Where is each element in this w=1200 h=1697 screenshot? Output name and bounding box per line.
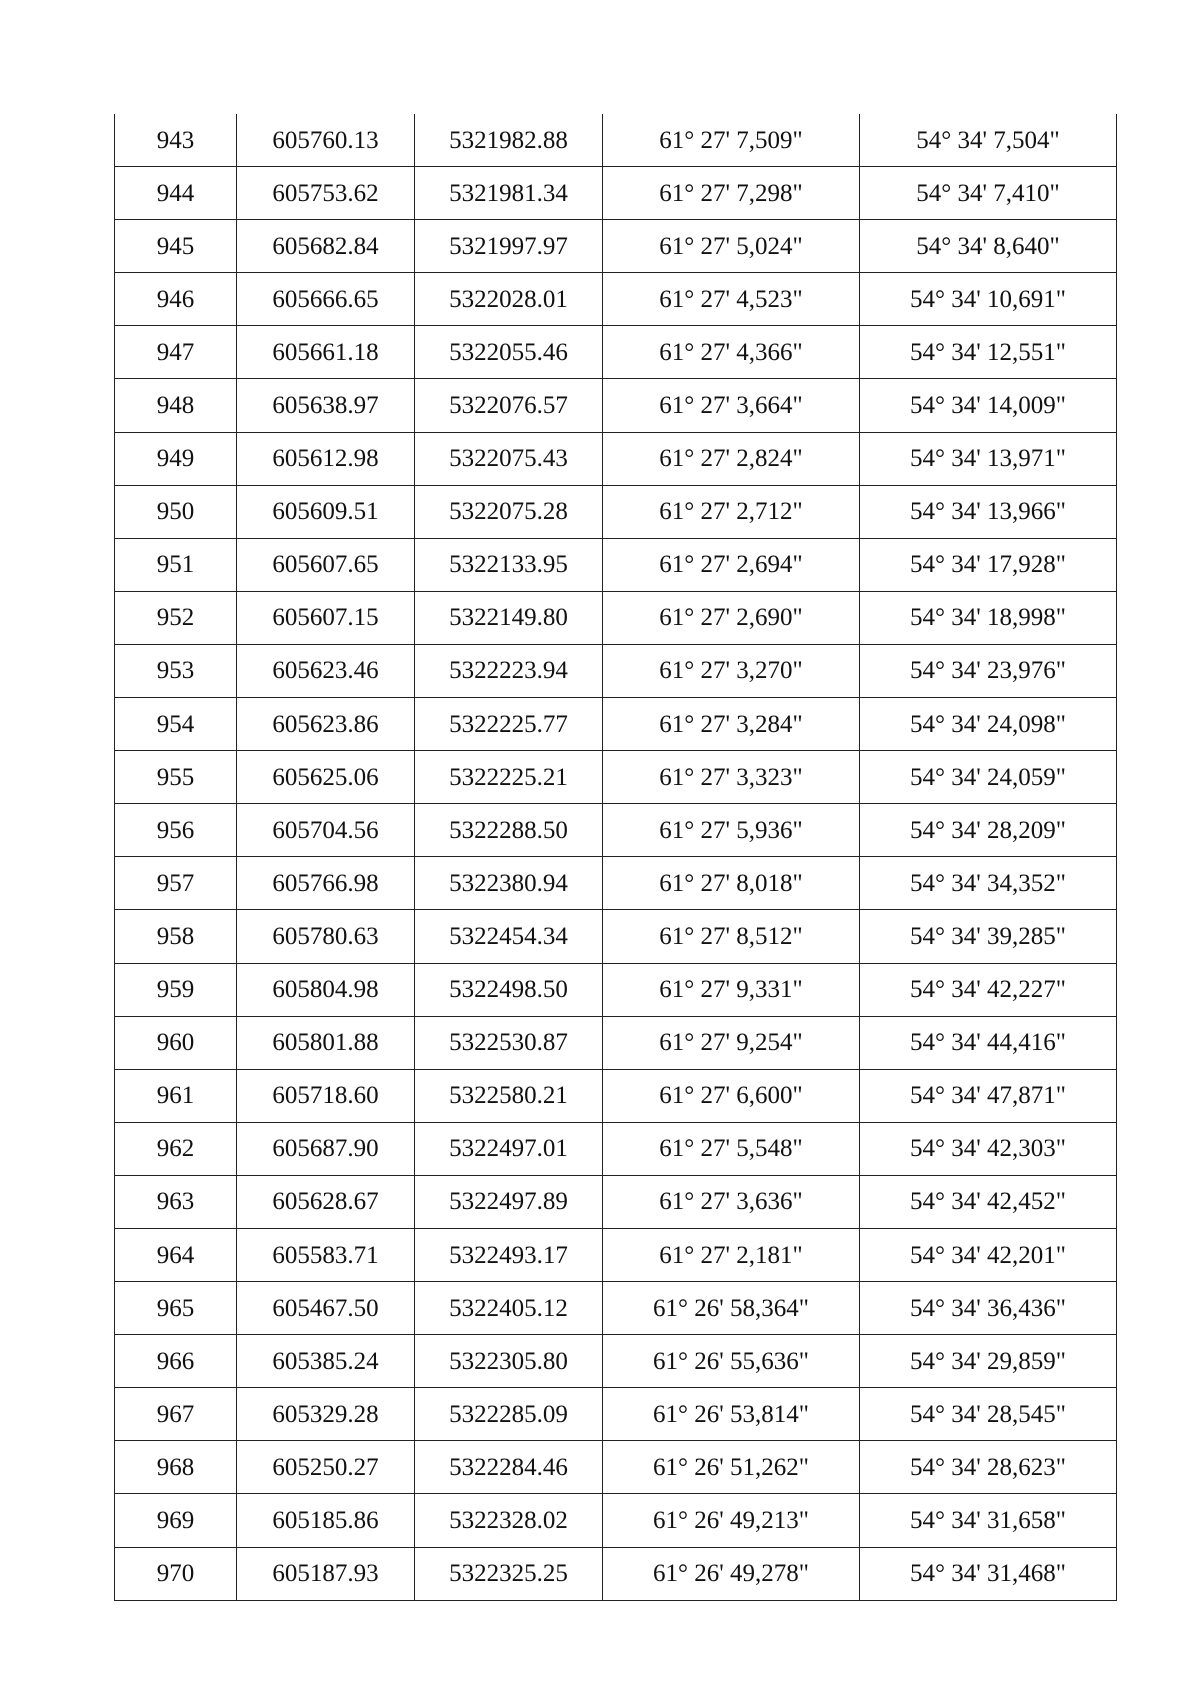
x-coordinate-cell: 605760.13 bbox=[237, 114, 415, 167]
longitude-cell: 61° 27' 2,824" bbox=[603, 432, 860, 485]
point-number-cell: 960 bbox=[115, 1016, 237, 1069]
point-number-cell: 949 bbox=[115, 432, 237, 485]
y-coordinate-cell: 5322055.46 bbox=[415, 326, 603, 379]
longitude-cell: 61° 27' 3,636" bbox=[603, 1175, 860, 1228]
latitude-cell: 54° 34' 17,928" bbox=[860, 538, 1117, 591]
longitude-cell: 61° 26' 53,814" bbox=[603, 1388, 860, 1441]
coordinates-table bbox=[114, 114, 1117, 1601]
longitude-cell: 61° 27' 8,512" bbox=[603, 910, 860, 963]
point-number-cell: 943 bbox=[115, 114, 237, 167]
table-row bbox=[115, 1069, 1117, 1122]
y-coordinate-cell: 5322498.50 bbox=[415, 963, 603, 1016]
point-number-cell: 953 bbox=[115, 644, 237, 697]
table-row bbox=[115, 379, 1117, 432]
table-row bbox=[115, 1282, 1117, 1335]
x-coordinate-cell: 605625.06 bbox=[237, 751, 415, 804]
latitude-cell: 54° 34' 8,640" bbox=[860, 220, 1117, 273]
latitude-cell: 54° 34' 7,410" bbox=[860, 167, 1117, 220]
point-number-cell: 961 bbox=[115, 1069, 237, 1122]
point-number-cell: 948 bbox=[115, 379, 237, 432]
point-number-cell: 947 bbox=[115, 326, 237, 379]
table-row bbox=[115, 698, 1117, 751]
longitude-cell: 61° 27' 3,664" bbox=[603, 379, 860, 432]
table-row bbox=[115, 910, 1117, 963]
latitude-cell: 54° 34' 13,971" bbox=[860, 432, 1117, 485]
table-row bbox=[115, 963, 1117, 1016]
latitude-cell: 54° 34' 31,658" bbox=[860, 1494, 1117, 1547]
table-row bbox=[115, 1175, 1117, 1228]
longitude-cell: 61° 27' 3,284" bbox=[603, 698, 860, 751]
latitude-cell: 54° 34' 36,436" bbox=[860, 1282, 1117, 1335]
point-number-cell: 965 bbox=[115, 1282, 237, 1335]
longitude-cell: 61° 26' 51,262" bbox=[603, 1441, 860, 1494]
x-coordinate-cell: 605801.88 bbox=[237, 1016, 415, 1069]
x-coordinate-cell: 605385.24 bbox=[237, 1335, 415, 1388]
latitude-cell: 54° 34' 29,859" bbox=[860, 1335, 1117, 1388]
table-row bbox=[115, 1122, 1117, 1175]
y-coordinate-cell: 5322580.21 bbox=[415, 1069, 603, 1122]
latitude-cell: 54° 34' 42,201" bbox=[860, 1228, 1117, 1281]
longitude-cell: 61° 27' 4,523" bbox=[603, 273, 860, 326]
latitude-cell: 54° 34' 42,303" bbox=[860, 1122, 1117, 1175]
y-coordinate-cell: 5322328.02 bbox=[415, 1494, 603, 1547]
x-coordinate-cell: 605687.90 bbox=[237, 1122, 415, 1175]
y-coordinate-cell: 5321997.97 bbox=[415, 220, 603, 273]
x-coordinate-cell: 605638.97 bbox=[237, 379, 415, 432]
y-coordinate-cell: 5322497.01 bbox=[415, 1122, 603, 1175]
table-row bbox=[115, 538, 1117, 591]
x-coordinate-cell: 605607.65 bbox=[237, 538, 415, 591]
latitude-cell: 54° 34' 34,352" bbox=[860, 857, 1117, 910]
latitude-cell: 54° 34' 7,504" bbox=[860, 114, 1117, 167]
longitude-cell: 61° 27' 2,690" bbox=[603, 591, 860, 644]
x-coordinate-cell: 605187.93 bbox=[237, 1547, 415, 1600]
x-coordinate-cell: 605607.15 bbox=[237, 591, 415, 644]
x-coordinate-cell: 605804.98 bbox=[237, 963, 415, 1016]
table-row bbox=[115, 273, 1117, 326]
longitude-cell: 61° 27' 9,331" bbox=[603, 963, 860, 1016]
latitude-cell: 54° 34' 47,871" bbox=[860, 1069, 1117, 1122]
y-coordinate-cell: 5322530.87 bbox=[415, 1016, 603, 1069]
y-coordinate-cell: 5322284.46 bbox=[415, 1441, 603, 1494]
y-coordinate-cell: 5322454.34 bbox=[415, 910, 603, 963]
point-number-cell: 951 bbox=[115, 538, 237, 591]
x-coordinate-cell: 605666.65 bbox=[237, 273, 415, 326]
point-number-cell: 966 bbox=[115, 1335, 237, 1388]
longitude-cell: 61° 27' 2,712" bbox=[603, 485, 860, 538]
x-coordinate-cell: 605753.62 bbox=[237, 167, 415, 220]
point-number-cell: 955 bbox=[115, 751, 237, 804]
table-row bbox=[115, 591, 1117, 644]
coordinates-table-body bbox=[115, 114, 1117, 1600]
latitude-cell: 54° 34' 42,452" bbox=[860, 1175, 1117, 1228]
point-number-cell: 969 bbox=[115, 1494, 237, 1547]
point-number-cell: 957 bbox=[115, 857, 237, 910]
table-row bbox=[115, 857, 1117, 910]
x-coordinate-cell: 605661.18 bbox=[237, 326, 415, 379]
longitude-cell: 61° 27' 9,254" bbox=[603, 1016, 860, 1069]
x-coordinate-cell: 605467.50 bbox=[237, 1282, 415, 1335]
y-coordinate-cell: 5322285.09 bbox=[415, 1388, 603, 1441]
longitude-cell: 61° 27' 2,694" bbox=[603, 538, 860, 591]
x-coordinate-cell: 605612.98 bbox=[237, 432, 415, 485]
table-row bbox=[115, 1228, 1117, 1281]
point-number-cell: 963 bbox=[115, 1175, 237, 1228]
x-coordinate-cell: 605329.28 bbox=[237, 1388, 415, 1441]
x-coordinate-cell: 605704.56 bbox=[237, 804, 415, 857]
table-row bbox=[115, 114, 1117, 167]
table-row bbox=[115, 432, 1117, 485]
x-coordinate-cell: 605718.60 bbox=[237, 1069, 415, 1122]
y-coordinate-cell: 5322380.94 bbox=[415, 857, 603, 910]
table-row bbox=[115, 1441, 1117, 1494]
latitude-cell: 54° 34' 10,691" bbox=[860, 273, 1117, 326]
point-number-cell: 944 bbox=[115, 167, 237, 220]
longitude-cell: 61° 27' 7,509" bbox=[603, 114, 860, 167]
point-number-cell: 958 bbox=[115, 910, 237, 963]
latitude-cell: 54° 34' 13,966" bbox=[860, 485, 1117, 538]
longitude-cell: 61° 27' 5,548" bbox=[603, 1122, 860, 1175]
latitude-cell: 54° 34' 28,545" bbox=[860, 1388, 1117, 1441]
y-coordinate-cell: 5322225.21 bbox=[415, 751, 603, 804]
longitude-cell: 61° 26' 58,364" bbox=[603, 1282, 860, 1335]
latitude-cell: 54° 34' 28,209" bbox=[860, 804, 1117, 857]
point-number-cell: 945 bbox=[115, 220, 237, 273]
point-number-cell: 967 bbox=[115, 1388, 237, 1441]
x-coordinate-cell: 605628.67 bbox=[237, 1175, 415, 1228]
longitude-cell: 61° 26' 49,278" bbox=[603, 1547, 860, 1600]
table-row bbox=[115, 751, 1117, 804]
latitude-cell: 54° 34' 23,976" bbox=[860, 644, 1117, 697]
point-number-cell: 946 bbox=[115, 273, 237, 326]
y-coordinate-cell: 5322405.12 bbox=[415, 1282, 603, 1335]
y-coordinate-cell: 5322075.43 bbox=[415, 432, 603, 485]
y-coordinate-cell: 5322075.28 bbox=[415, 485, 603, 538]
longitude-cell: 61° 27' 3,270" bbox=[603, 644, 860, 697]
y-coordinate-cell: 5322028.01 bbox=[415, 273, 603, 326]
point-number-cell: 964 bbox=[115, 1228, 237, 1281]
table-row bbox=[115, 1016, 1117, 1069]
x-coordinate-cell: 605623.46 bbox=[237, 644, 415, 697]
longitude-cell: 61° 27' 5,936" bbox=[603, 804, 860, 857]
table-row bbox=[115, 1388, 1117, 1441]
table-row bbox=[115, 644, 1117, 697]
point-number-cell: 962 bbox=[115, 1122, 237, 1175]
longitude-cell: 61° 27' 6,600" bbox=[603, 1069, 860, 1122]
latitude-cell: 54° 34' 12,551" bbox=[860, 326, 1117, 379]
longitude-cell: 61° 27' 5,024" bbox=[603, 220, 860, 273]
point-number-cell: 956 bbox=[115, 804, 237, 857]
table-row bbox=[115, 1547, 1117, 1600]
x-coordinate-cell: 605583.71 bbox=[237, 1228, 415, 1281]
latitude-cell: 54° 34' 31,468" bbox=[860, 1547, 1117, 1600]
y-coordinate-cell: 5321982.88 bbox=[415, 114, 603, 167]
point-number-cell: 950 bbox=[115, 485, 237, 538]
y-coordinate-cell: 5322225.77 bbox=[415, 698, 603, 751]
latitude-cell: 54° 34' 24,059" bbox=[860, 751, 1117, 804]
longitude-cell: 61° 27' 8,018" bbox=[603, 857, 860, 910]
latitude-cell: 54° 34' 44,416" bbox=[860, 1016, 1117, 1069]
y-coordinate-cell: 5322493.17 bbox=[415, 1228, 603, 1281]
table-row bbox=[115, 220, 1117, 273]
longitude-cell: 61° 27' 3,323" bbox=[603, 751, 860, 804]
table-row bbox=[115, 326, 1117, 379]
y-coordinate-cell: 5322076.57 bbox=[415, 379, 603, 432]
longitude-cell: 61° 27' 4,366" bbox=[603, 326, 860, 379]
point-number-cell: 959 bbox=[115, 963, 237, 1016]
x-coordinate-cell: 605766.98 bbox=[237, 857, 415, 910]
point-number-cell: 970 bbox=[115, 1547, 237, 1600]
y-coordinate-cell: 5322497.89 bbox=[415, 1175, 603, 1228]
x-coordinate-cell: 605250.27 bbox=[237, 1441, 415, 1494]
y-coordinate-cell: 5322149.80 bbox=[415, 591, 603, 644]
latitude-cell: 54° 34' 42,227" bbox=[860, 963, 1117, 1016]
x-coordinate-cell: 605185.86 bbox=[237, 1494, 415, 1547]
table-row bbox=[115, 804, 1117, 857]
table-row bbox=[115, 1335, 1117, 1388]
y-coordinate-cell: 5321981.34 bbox=[415, 167, 603, 220]
table-row bbox=[115, 167, 1117, 220]
latitude-cell: 54° 34' 18,998" bbox=[860, 591, 1117, 644]
table-row bbox=[115, 1494, 1117, 1547]
latitude-cell: 54° 34' 39,285" bbox=[860, 910, 1117, 963]
table-row bbox=[115, 485, 1117, 538]
point-number-cell: 954 bbox=[115, 698, 237, 751]
longitude-cell: 61° 27' 2,181" bbox=[603, 1228, 860, 1281]
y-coordinate-cell: 5322325.25 bbox=[415, 1547, 603, 1600]
x-coordinate-cell: 605609.51 bbox=[237, 485, 415, 538]
point-number-cell: 952 bbox=[115, 591, 237, 644]
latitude-cell: 54° 34' 24,098" bbox=[860, 698, 1117, 751]
latitude-cell: 54° 34' 28,623" bbox=[860, 1441, 1117, 1494]
x-coordinate-cell: 605682.84 bbox=[237, 220, 415, 273]
longitude-cell: 61° 26' 55,636" bbox=[603, 1335, 860, 1388]
x-coordinate-cell: 605623.86 bbox=[237, 698, 415, 751]
latitude-cell: 54° 34' 14,009" bbox=[860, 379, 1117, 432]
point-number-cell: 968 bbox=[115, 1441, 237, 1494]
y-coordinate-cell: 5322223.94 bbox=[415, 644, 603, 697]
longitude-cell: 61° 26' 49,213" bbox=[603, 1494, 860, 1547]
y-coordinate-cell: 5322288.50 bbox=[415, 804, 603, 857]
y-coordinate-cell: 5322305.80 bbox=[415, 1335, 603, 1388]
y-coordinate-cell: 5322133.95 bbox=[415, 538, 603, 591]
x-coordinate-cell: 605780.63 bbox=[237, 910, 415, 963]
longitude-cell: 61° 27' 7,298" bbox=[603, 167, 860, 220]
